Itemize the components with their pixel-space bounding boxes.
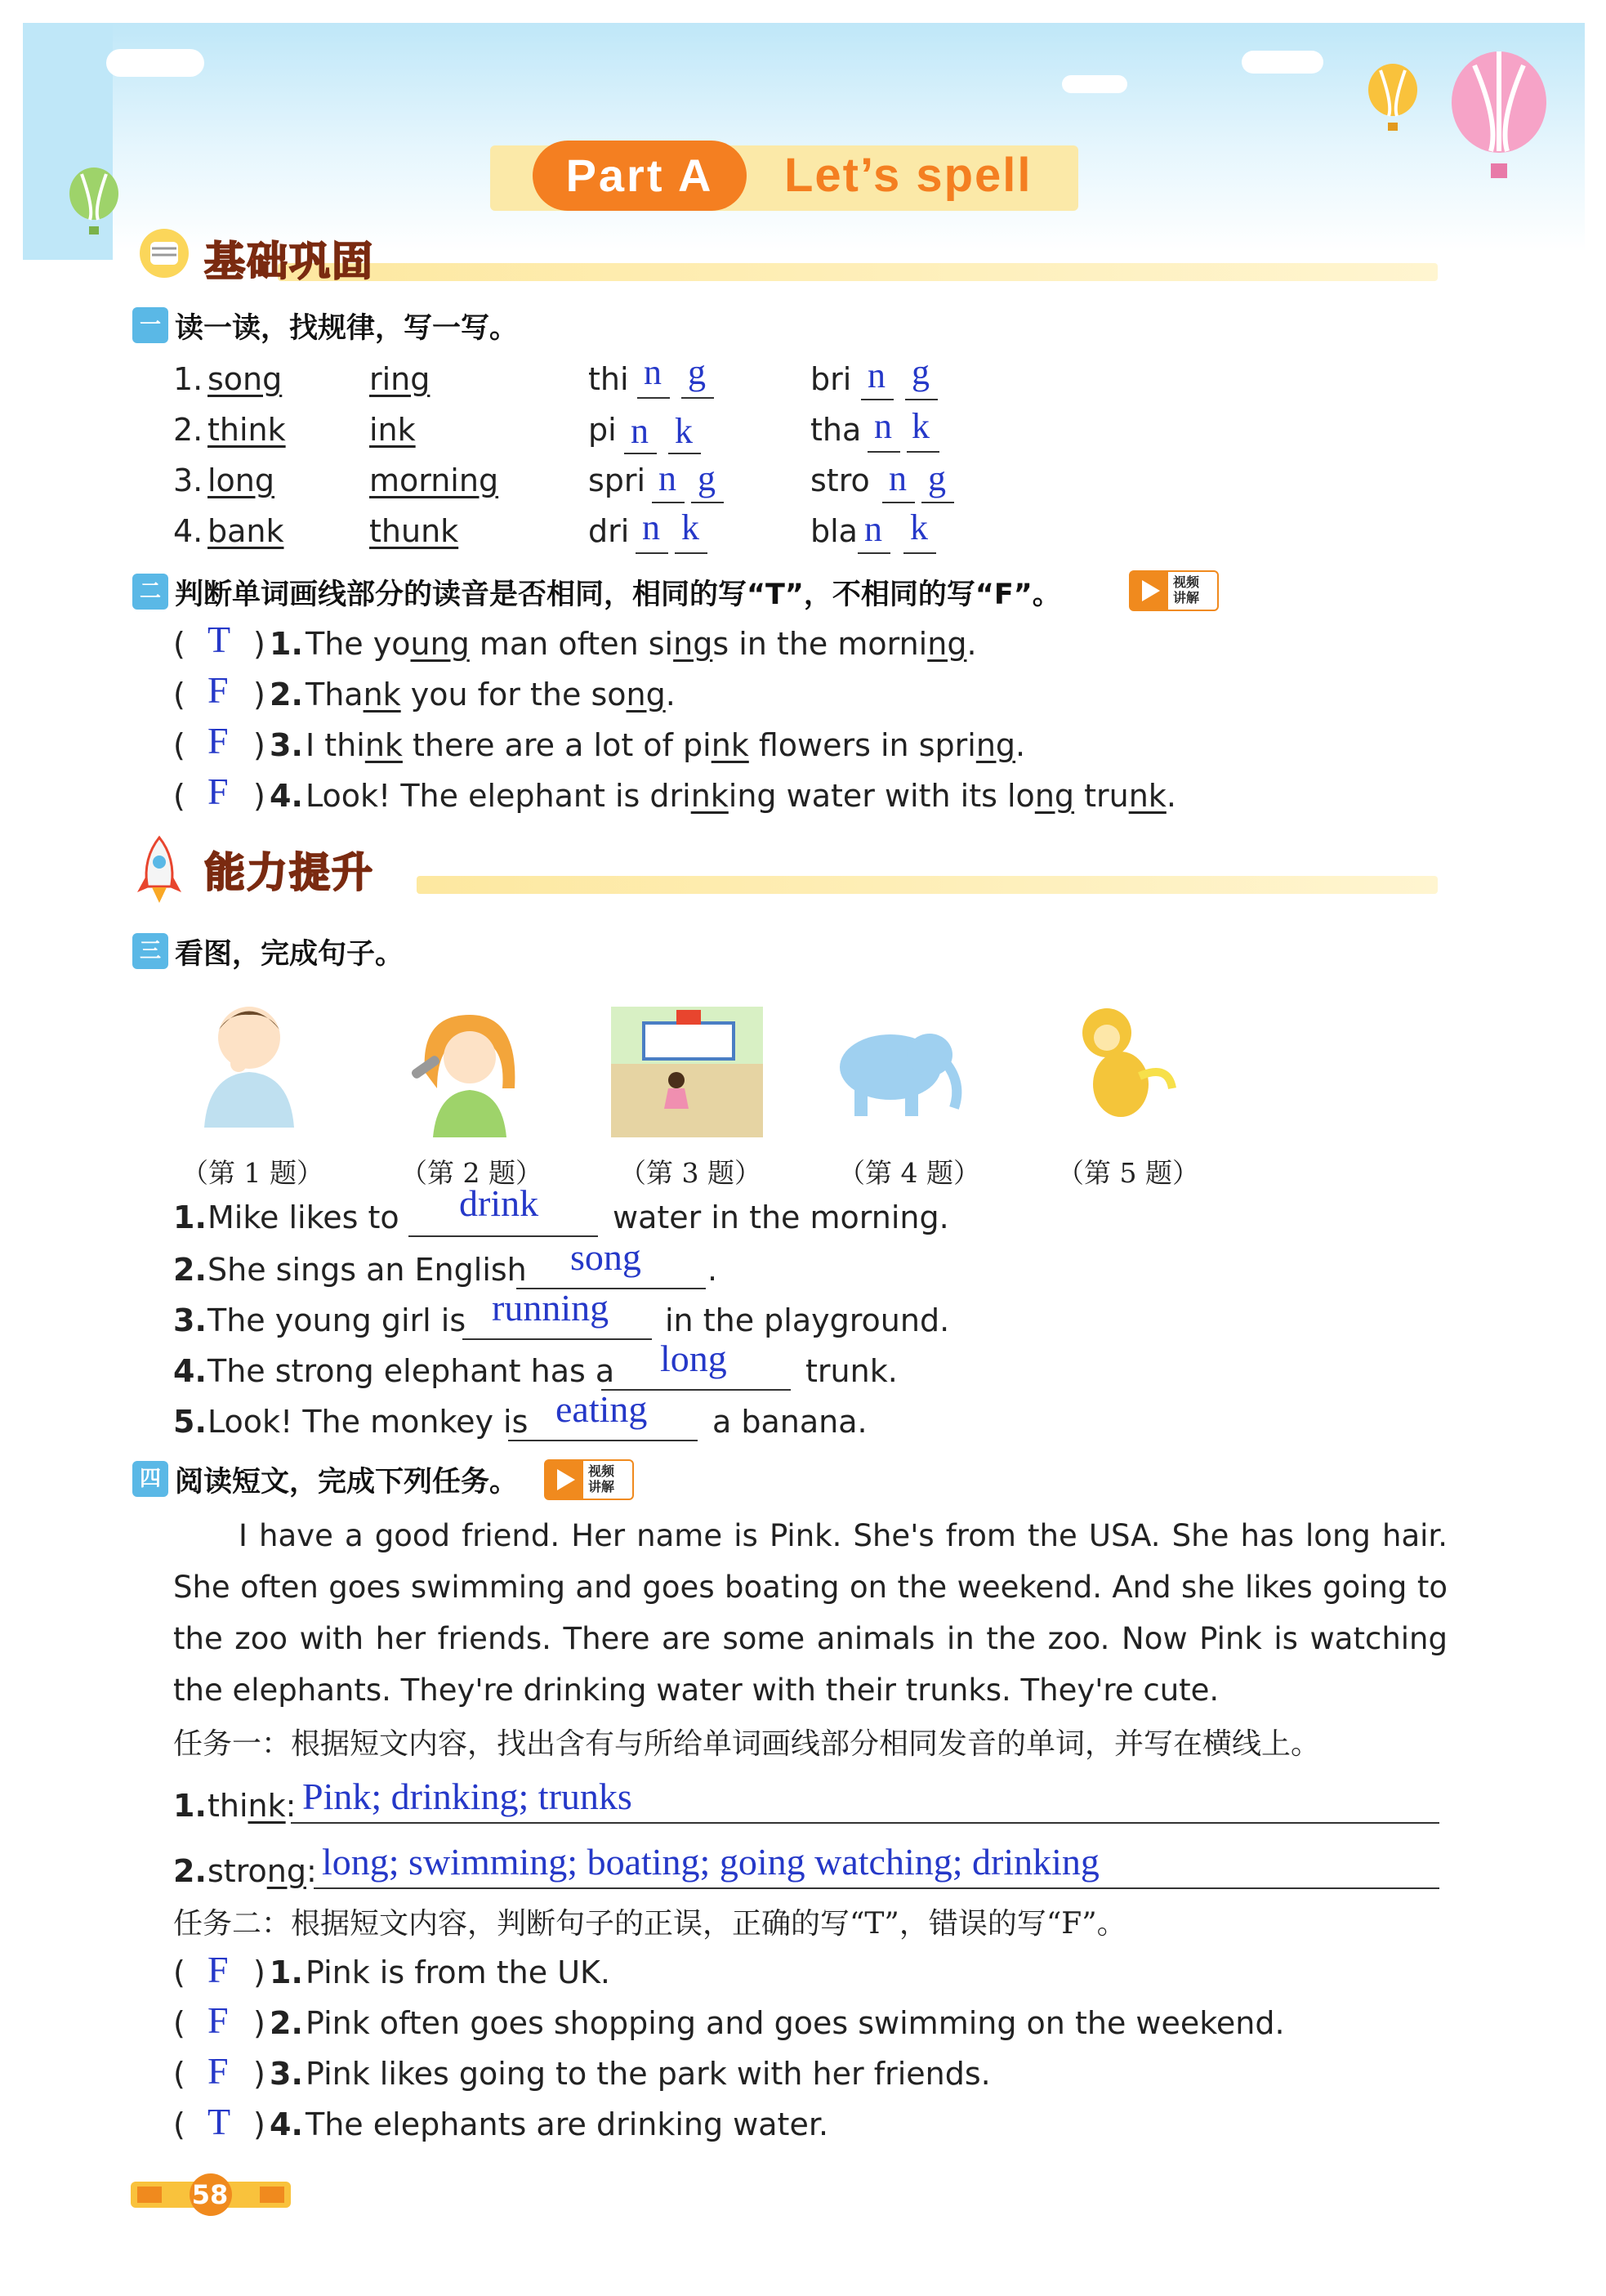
- sentence: Pink is from the UK.: [306, 1954, 611, 1990]
- paren: ): [253, 677, 265, 712]
- answer-letter: k: [681, 507, 699, 547]
- blank-line: [314, 1886, 1439, 1889]
- picture-caption: （第 3 题）: [619, 1157, 761, 1189]
- sentence-start: Look! The monkey is: [207, 1404, 529, 1440]
- word-prefix: bri: [810, 361, 852, 397]
- item-number: 1.: [173, 1199, 207, 1235]
- part-label: Part A: [533, 141, 747, 211]
- answer-letter: n: [889, 458, 907, 498]
- paren: ): [253, 2005, 265, 2041]
- paren: ): [253, 727, 265, 763]
- item-number: 1.: [173, 1788, 207, 1824]
- sentence: Thank you for the song.: [306, 677, 676, 712]
- sentence: The young man often sings in the morning.: [306, 626, 977, 662]
- blank-line: [907, 449, 939, 453]
- section-title-basic: 基础巩固: [204, 238, 374, 285]
- reading-passage: I have a good friend. Her name is Pink. She's from the USA. She has long hair. She often goes swimming and goes boating on the weekend. And she likes going to the zoo with her friends. There are some animals in the zoo. Now Pink is watching the elephants. They're drinking water with their trunks. They're cute.: [173, 1518, 1448, 1708]
- answer-letter: n: [874, 406, 892, 446]
- green-balloon-icon: [65, 168, 123, 241]
- item-number: 3.: [270, 727, 303, 763]
- blank-line: [691, 500, 724, 503]
- blank-line: [462, 1337, 652, 1340]
- paren: ): [253, 1954, 265, 1990]
- boy-drinking-image: [188, 997, 310, 1128]
- video-label: 视频 讲解: [1173, 574, 1200, 605]
- row-number: 1.: [173, 361, 203, 397]
- sentence-start: She sings an English: [207, 1252, 527, 1288]
- question-instruction: 判断单词画线部分的读音是否相同，相同的写“T”，不相同的写“F”。: [175, 578, 1061, 611]
- item-number: 3.: [173, 1302, 207, 1338]
- video-button[interactable]: [544, 1459, 634, 1500]
- word: song: [207, 361, 283, 397]
- blank-line: [508, 1438, 698, 1441]
- picture-caption: （第 2 题）: [400, 1157, 542, 1189]
- blank-line: [903, 551, 936, 554]
- word: thunk: [369, 513, 459, 549]
- word-prefix: tha: [810, 412, 862, 448]
- question-instruction: 读一读，找规律，写一写。: [175, 312, 519, 345]
- task-two-instruction: 任务二：根据短文内容，判断句子的正误，正确的写“T”，错误的写“F”。: [173, 1907, 1126, 1941]
- sentence-start: The strong elephant has a: [207, 1353, 615, 1389]
- row-number: 3.: [173, 462, 203, 498]
- item-number: 2.: [270, 677, 303, 712]
- blank-line: [675, 551, 707, 554]
- page-title: Let’s spell: [784, 149, 1033, 202]
- sentence-start: The young girl is: [207, 1302, 466, 1338]
- blank-line: [921, 500, 954, 503]
- answer-mark: F: [207, 1999, 229, 2041]
- blank-line: [637, 395, 670, 399]
- item-number: 3.: [270, 2056, 303, 2092]
- cloud-decoration: [1062, 75, 1127, 93]
- word-prefix: spri: [588, 462, 646, 498]
- sentence: Pink often goes shopping and goes swimming on the weekend.: [306, 2005, 1285, 2041]
- page-number: 58: [191, 2179, 229, 2210]
- cloud-decoration: [1242, 51, 1323, 74]
- trophy-icon: [131, 222, 198, 284]
- paren: (: [173, 727, 185, 763]
- sentence: Pink likes going to the park with her friends.: [306, 2056, 991, 2092]
- hot-air-balloon-icon: [1446, 49, 1552, 188]
- blank-line: [624, 451, 657, 454]
- paren: (: [173, 2106, 185, 2142]
- answer-letter: g: [698, 458, 716, 498]
- paren: ): [253, 778, 265, 814]
- item-number: 4.: [270, 2106, 303, 2142]
- picture-caption: （第 5 题）: [1057, 1157, 1199, 1189]
- rocket-icon: [131, 833, 188, 907]
- playground-image: [611, 1007, 763, 1137]
- item-number: 2.: [173, 1853, 207, 1889]
- answer-words: Pink; drinking; trunks: [302, 1776, 632, 1817]
- sentence: I think there are a lot of pink flowers in spring.: [306, 727, 1026, 763]
- blank-line: [868, 449, 900, 453]
- answer-word: long: [660, 1338, 727, 1379]
- blank-line: [668, 451, 701, 454]
- answer-mark: F: [207, 669, 229, 711]
- blank-line: [858, 551, 890, 554]
- picture-caption: （第 1 题）: [181, 1157, 323, 1189]
- paren: (: [173, 1954, 185, 1990]
- item-number: 1.: [270, 1954, 303, 1990]
- answer-letter: n: [864, 509, 882, 549]
- cloud-decoration: [106, 49, 204, 77]
- word: ink: [369, 412, 416, 448]
- sentence-end: .: [707, 1252, 718, 1288]
- answer-mark: F: [207, 2050, 229, 2092]
- sentence-end: in the playground.: [665, 1302, 950, 1338]
- row-number: 4.: [173, 513, 203, 549]
- word-prefix: pi: [588, 412, 617, 448]
- answer-word: eating: [555, 1388, 648, 1430]
- word: think: [207, 412, 286, 448]
- blank-line: [652, 500, 685, 503]
- sentence: Look! The elephant is drinking water with its long trunk.: [306, 778, 1176, 814]
- blank-line: [882, 500, 915, 503]
- sky-banner: [23, 23, 1585, 252]
- section-divider: [278, 263, 1438, 281]
- item-number: 1.: [270, 626, 303, 662]
- question-instruction: 看图，完成句子。: [175, 938, 404, 971]
- word-prefix: stro: [810, 462, 870, 498]
- item-number: 2.: [173, 1252, 207, 1288]
- sentence: The elephants are drinking water.: [306, 2106, 829, 2142]
- monkey-eating-image: [1062, 998, 1184, 1137]
- blank-line: [291, 1820, 1439, 1824]
- item-number: 2.: [270, 2005, 303, 2041]
- sentence-start: Mike likes to: [207, 1199, 399, 1235]
- word: morning: [369, 462, 499, 498]
- question-instruction: 阅读短文，完成下列任务。: [175, 1466, 519, 1499]
- word: ring: [369, 361, 430, 397]
- blank-line: [861, 397, 894, 400]
- section-title-advance: 能力提升: [204, 849, 374, 896]
- blank-line: [681, 395, 714, 399]
- sentence-end: water in the morning.: [613, 1199, 949, 1235]
- item-number: 5.: [173, 1404, 207, 1440]
- question-number: 三: [132, 933, 168, 969]
- row-number: 2.: [173, 412, 203, 448]
- answer-word: drink: [459, 1182, 539, 1224]
- answer-letter: k: [910, 507, 928, 547]
- paren: (: [173, 778, 185, 814]
- answer-letter: n: [631, 411, 649, 451]
- answer-letter: g: [928, 458, 946, 498]
- question-number: 四: [132, 1461, 168, 1497]
- paren: ): [253, 2106, 265, 2142]
- answer-letter: n: [658, 458, 676, 498]
- elephant-image: [832, 1018, 970, 1124]
- given-word: strong:: [207, 1853, 317, 1889]
- answer-mark: T: [207, 619, 231, 660]
- word-prefix: bla: [810, 513, 858, 549]
- answer-letter: k: [912, 406, 930, 446]
- answer-word: song: [570, 1236, 641, 1278]
- answer-mark: F: [207, 771, 229, 812]
- paren: (: [173, 2005, 185, 2041]
- question-number: 二: [132, 574, 168, 610]
- word-prefix: thi: [588, 361, 629, 397]
- word: bank: [207, 513, 284, 549]
- task-one-instruction: 任务一：根据短文内容，找出含有与所给单词画线部分相同发音的单词，并写在横线上。: [173, 1727, 1321, 1761]
- girl-singing-image: [392, 998, 531, 1137]
- question-number: 一: [132, 307, 168, 343]
- paren: ): [253, 626, 265, 662]
- paren: (: [173, 677, 185, 712]
- word-prefix: dri: [588, 513, 630, 549]
- paren: ): [253, 2056, 265, 2092]
- answer-letter: n: [868, 355, 886, 395]
- answer-letter: g: [912, 352, 930, 392]
- picture-caption: （第 4 题）: [838, 1157, 980, 1189]
- video-button[interactable]: [1129, 570, 1219, 611]
- given-word: think:: [207, 1788, 297, 1824]
- play-icon: [546, 1461, 583, 1499]
- word: long: [207, 462, 275, 498]
- answer-letter: n: [642, 507, 660, 547]
- paren: (: [173, 2056, 185, 2092]
- blank-line: [905, 397, 938, 400]
- sentence-end: a banana.: [712, 1404, 868, 1440]
- answer-mark: F: [207, 720, 229, 762]
- video-label: 视频 讲解: [588, 1463, 615, 1494]
- sentence-end: trunk.: [805, 1353, 898, 1389]
- answer-letter: n: [644, 352, 662, 392]
- answer-mark: T: [207, 2101, 231, 2142]
- answer-letter: g: [688, 352, 706, 392]
- answer-words: long; swimming; boating; going watching; drinking: [322, 1841, 1100, 1883]
- item-number: 4.: [173, 1353, 207, 1389]
- answer-letter: k: [675, 411, 693, 451]
- section-divider: [417, 876, 1438, 894]
- blank-line: [636, 551, 668, 554]
- answer-word: running: [492, 1287, 609, 1329]
- paren: (: [173, 626, 185, 662]
- play-icon: [1131, 572, 1168, 610]
- item-number: 4.: [270, 778, 303, 814]
- answer-mark: F: [207, 1949, 229, 1990]
- small-balloon-icon: [1364, 64, 1421, 137]
